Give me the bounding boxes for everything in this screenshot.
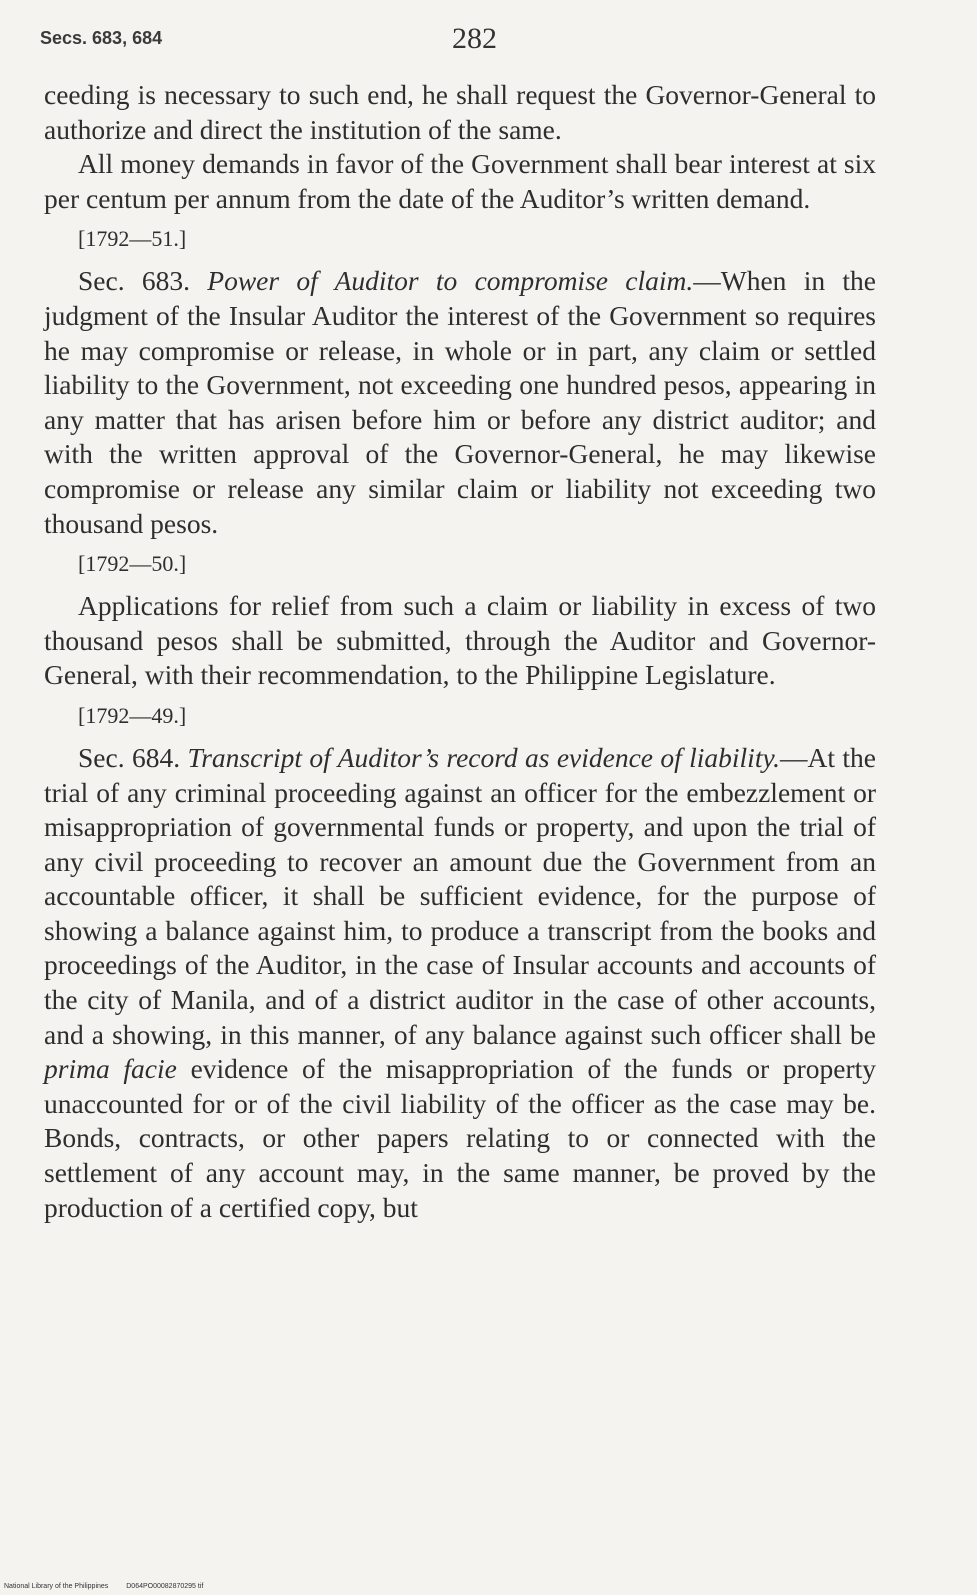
scan-footer [4, 1583, 219, 1590]
text-run: —When in the judgment of the Insular Auditor the interest of the Government so requires he may compromise or release, in whole or in part, any claim or settled liability to the Government, not exceeding one hundred pesos, appearing in any matter that has arisen before him or before any district auditor; and with the written approval of the Governor-General, he may likewise compromise or release any similar claim or liability not exceeding two thousand pesos. [44, 265, 876, 539]
text-run: Applications for relief from such a claim or liability in excess of two thousand pesos shall be submitted, through the Auditor and Governor-General, with their recommendation, to the Philippine Legislature. [44, 590, 876, 691]
text-run: evidence of the misappropriation of the funds or property unaccounted for or of the civil liability of the officer as the case may be. Bonds, contracts, or other papers relating to or connected with the settlement of any account may, in the same manner, be proved by the production of a certified copy, but [44, 1053, 876, 1223]
italic-text: Power of Auditor to compromise claim. [207, 265, 694, 297]
statute-reference [78, 701, 876, 731]
italic-text: Transcript of Auditor’s record as evidence of liability. [187, 741, 781, 773]
text-run: [1792—51.] [78, 226, 187, 252]
section-reference: Secs. 683, 684 [40, 28, 163, 48]
paragraph [44, 264, 876, 541]
paragraph [44, 589, 876, 693]
paragraph [44, 741, 876, 1225]
text-run: ceeding is necessary to such end, he shall request the Governor-General to authorize and direct the institution of the same. [44, 79, 876, 145]
scan-code: D064PO00082870295 tif [126, 1583, 204, 1590]
text-run: [1792—49.] [78, 702, 187, 728]
text-run: Sec. 683. [78, 265, 208, 297]
paragraph [44, 147, 876, 216]
document-body [44, 78, 876, 1225]
text-run: All money demands in favor of the Government shall bear interest at six per centum per annum from the date of the Auditor’s written demand. [44, 148, 876, 214]
text-run: [1792—50.] [78, 551, 187, 577]
text-run: Sec. 684. [78, 741, 188, 773]
library-credit: National Library of the Philippines [4, 1583, 109, 1590]
statute-reference [78, 549, 876, 579]
text-run: —At the trial of any criminal proceeding against an officer for the embezzlement or misappropriation of governmental funds or property, and upon the trial of any civil proceeding to recover an amount due the Government from an accountable officer, it shall be sufficient evidence, for the purpose of showing a balance against him, to produce a transcript from the books and proceedings of the Auditor, in the case of Insular accounts and accounts of the city of Manila, and of a district auditor in the case of other accounts, and a showing, in this manner, of any balance against such officer shall be [44, 741, 876, 1050]
italic-text: prima facie [44, 1053, 177, 1085]
page-header [40, 22, 920, 62]
statute-reference [78, 224, 876, 254]
paragraph [44, 78, 876, 147]
page-number: 282 [452, 22, 497, 55]
